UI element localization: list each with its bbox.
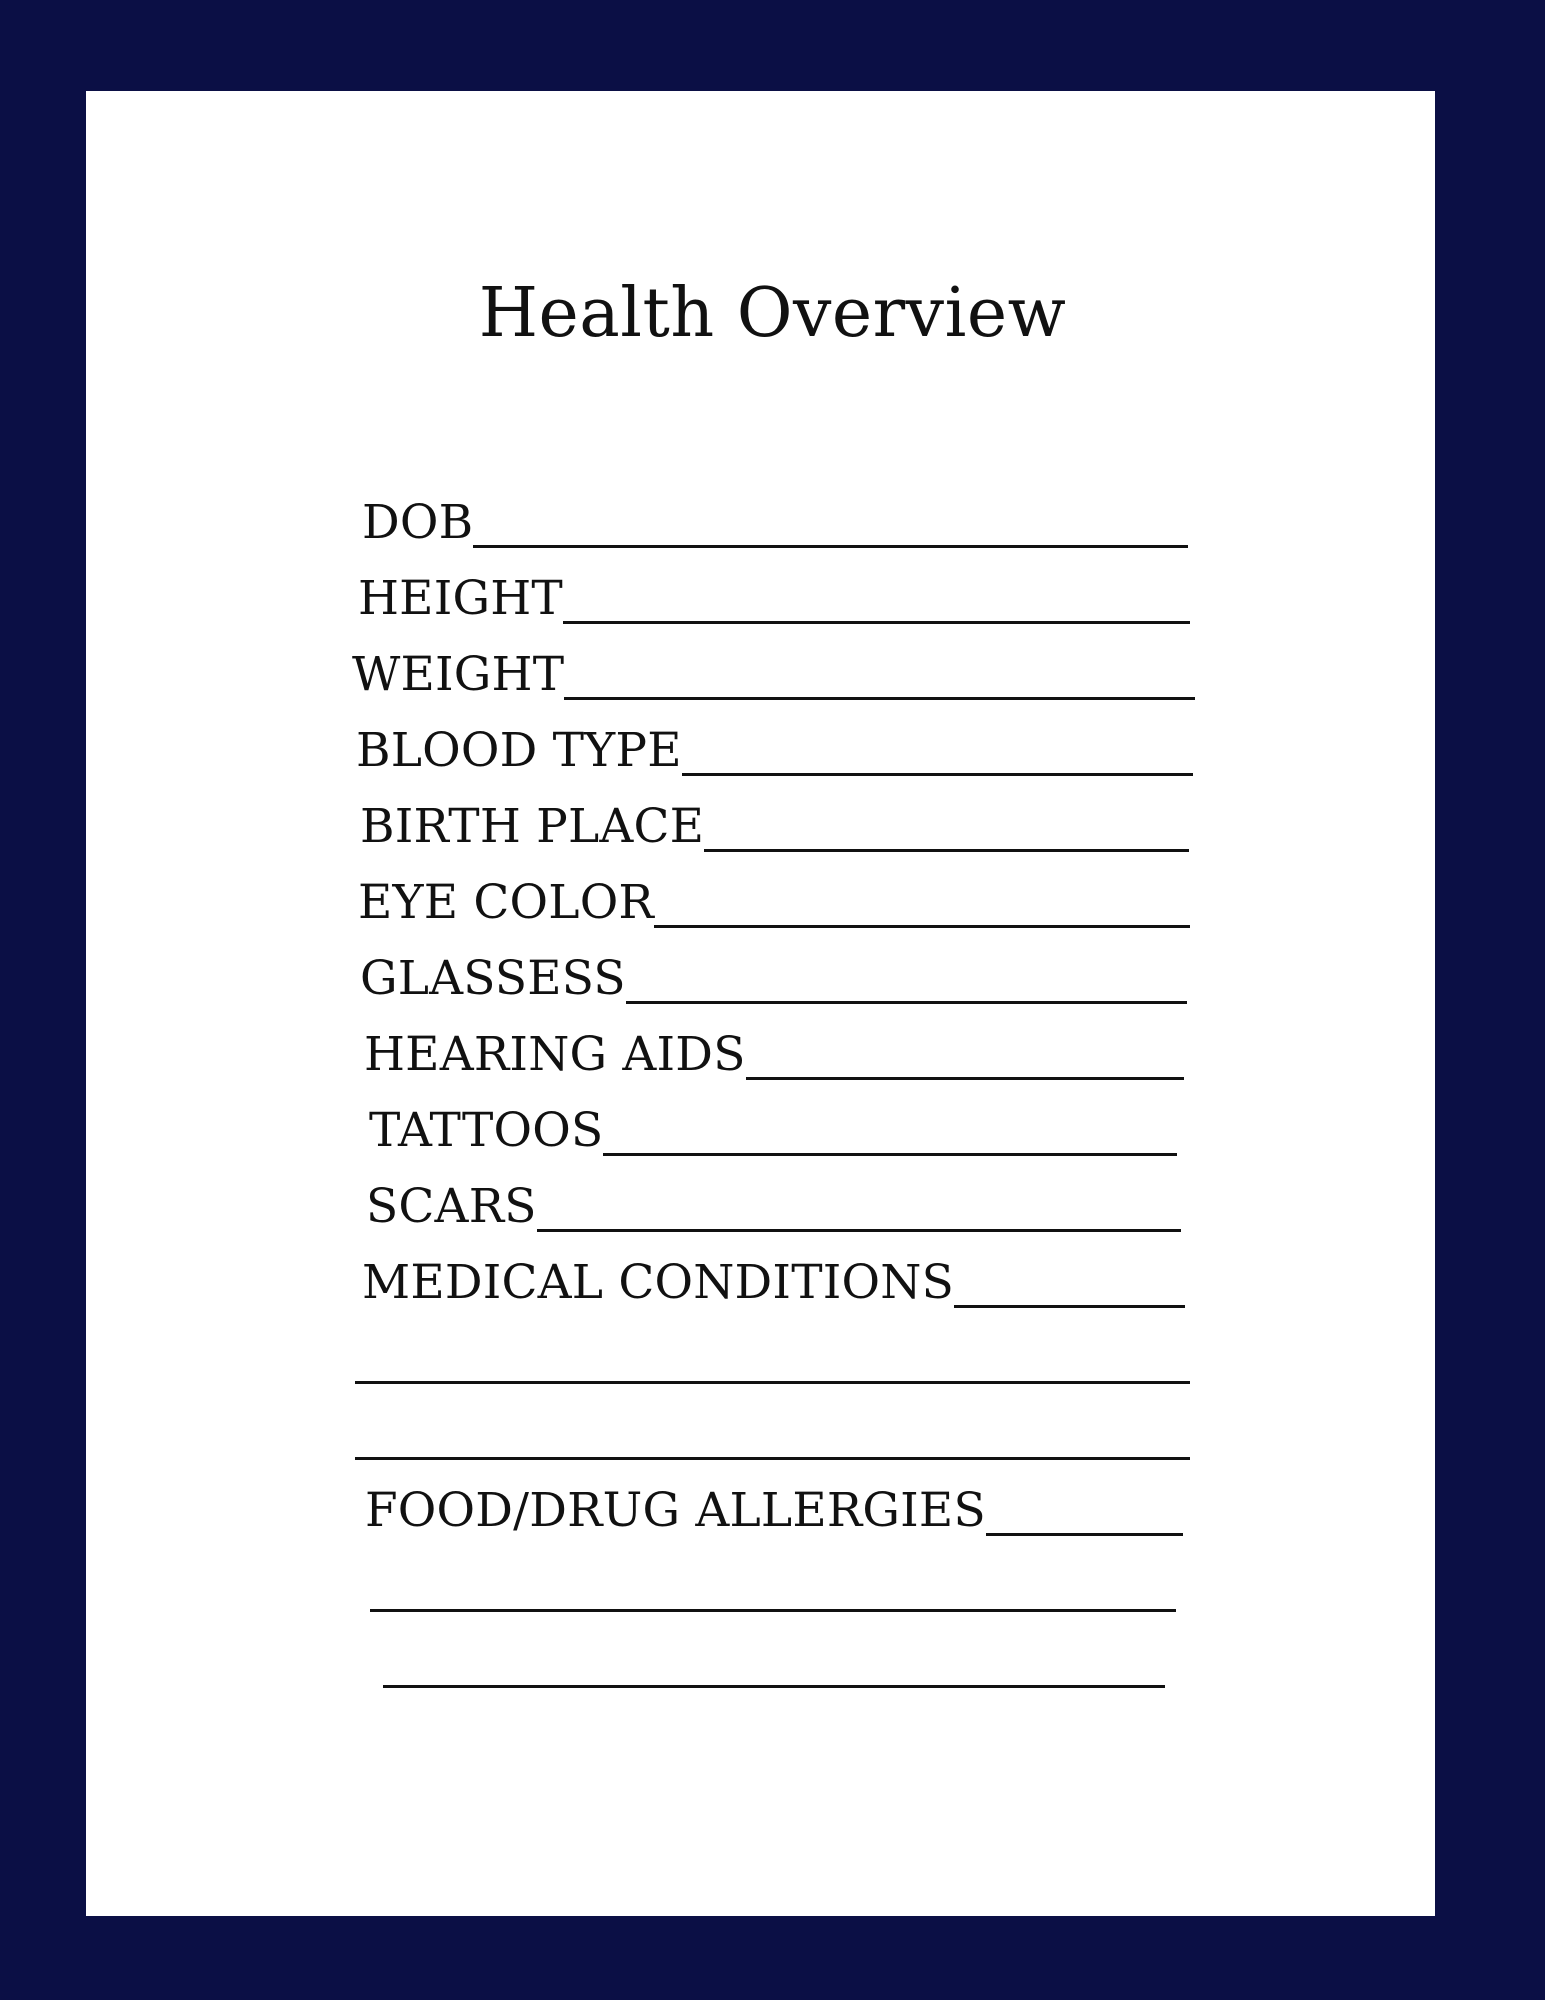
hearing-aids-row <box>364 1024 1184 1084</box>
allergies-line[interactable] <box>986 1533 1183 1536</box>
birth-place-line[interactable] <box>704 849 1189 852</box>
eye-color-row <box>358 872 1190 932</box>
medical-conditions-extra-row-2 <box>355 1404 1190 1464</box>
scars-row <box>366 1176 1181 1236</box>
medical-conditions-extra-line-1[interactable] <box>355 1381 1190 1384</box>
allergies-row <box>365 1480 1183 1540</box>
tattoos-row <box>369 1100 1177 1160</box>
allergies-extra-line-1[interactable] <box>370 1609 1176 1612</box>
glasses-row <box>360 948 1187 1008</box>
weight-row <box>352 644 1195 704</box>
height-label: HEIGHT <box>358 571 563 626</box>
dob-line[interactable] <box>473 545 1188 548</box>
blood-type-line[interactable] <box>682 773 1193 776</box>
blood-type-label: BLOOD TYPE <box>356 723 682 778</box>
eye-color-line[interactable] <box>654 925 1190 928</box>
page-title: Health Overview <box>478 274 1067 353</box>
allergies-label: FOOD/DRUG ALLERGIES <box>365 1483 986 1538</box>
weight-line[interactable] <box>564 697 1195 700</box>
glasses-line[interactable] <box>626 1001 1187 1004</box>
height-row <box>358 568 1190 628</box>
medical-conditions-extra-row-1 <box>355 1328 1190 1388</box>
glasses-label: GLASSESS <box>360 951 626 1006</box>
weight-label: WEIGHT <box>352 647 565 702</box>
tattoos-label: TATTOOS <box>369 1103 604 1158</box>
allergies-extra-row-1 <box>370 1556 1176 1616</box>
medical-conditions-row <box>362 1252 1185 1312</box>
medical-conditions-line[interactable] <box>954 1305 1185 1308</box>
birth-place-label: BIRTH PLACE <box>360 799 705 854</box>
birth-place-row <box>360 796 1189 856</box>
scars-line[interactable] <box>537 1229 1181 1232</box>
blood-type-row <box>356 720 1193 780</box>
dob-row <box>362 492 1188 552</box>
hearing-aids-line[interactable] <box>746 1077 1184 1080</box>
hearing-aids-label: HEARING AIDS <box>364 1027 746 1082</box>
medical-conditions-label: MEDICAL CONDITIONS <box>362 1255 954 1310</box>
allergies-extra-row-2 <box>383 1632 1165 1692</box>
height-line[interactable] <box>563 621 1190 624</box>
allergies-extra-line-2[interactable] <box>383 1685 1165 1688</box>
dob-label: DOB <box>362 495 474 550</box>
medical-conditions-extra-line-2[interactable] <box>355 1457 1190 1460</box>
scars-label: SCARS <box>366 1179 537 1234</box>
tattoos-line[interactable] <box>603 1153 1177 1156</box>
eye-color-label: EYE COLOR <box>358 875 655 930</box>
